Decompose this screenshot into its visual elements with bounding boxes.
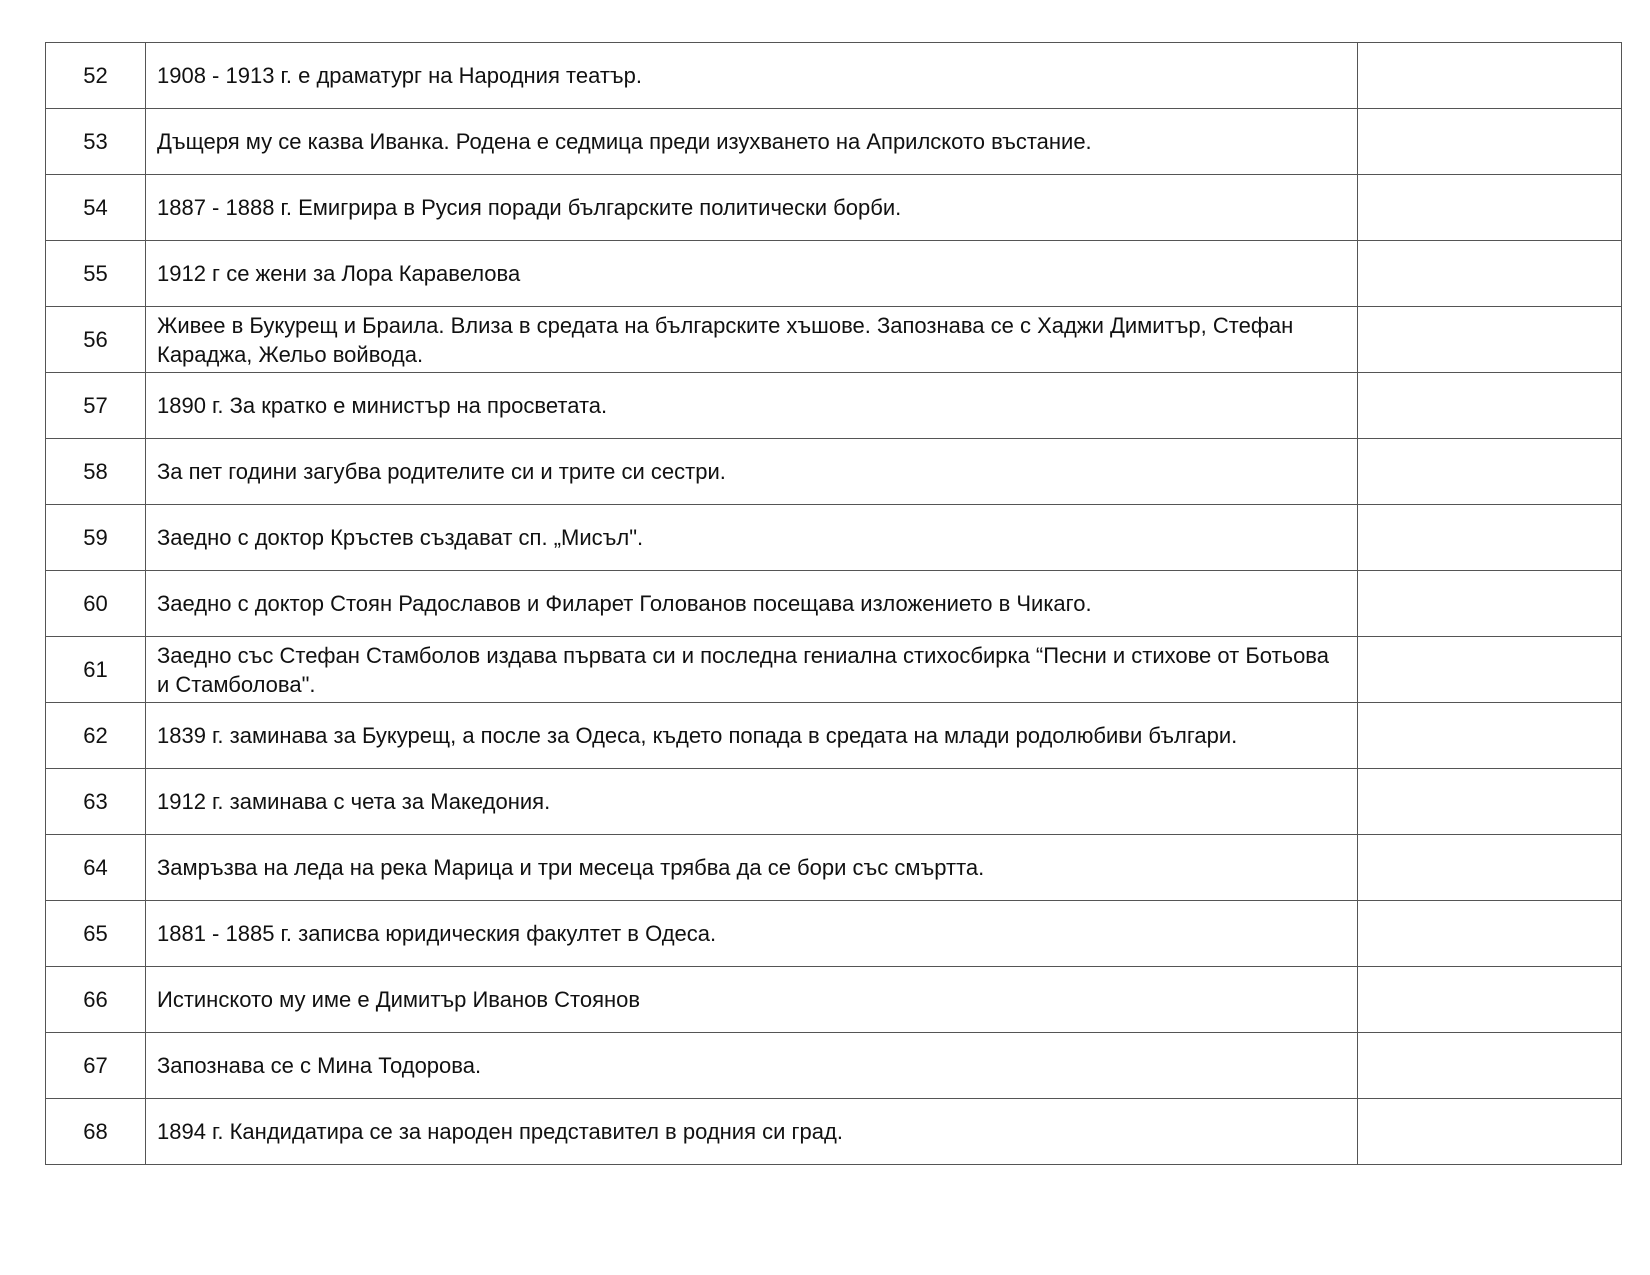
answer-cell[interactable] <box>1358 769 1622 835</box>
row-number: 63 <box>46 769 146 835</box>
answer-cell[interactable] <box>1358 373 1622 439</box>
row-number: 67 <box>46 1033 146 1099</box>
row-number: 56 <box>46 307 146 373</box>
row-statement: За пет години загубва родителите си и трите си сестри. <box>146 439 1358 505</box>
table-row <box>46 175 1622 241</box>
table-row <box>46 835 1622 901</box>
answer-cell[interactable] <box>1358 703 1622 769</box>
table-row <box>46 769 1622 835</box>
table-row <box>46 439 1622 505</box>
row-number: 53 <box>46 109 146 175</box>
table-row <box>46 571 1622 637</box>
row-statement: Дъщеря му се казва Иванка. Родена е седмица преди изухването на Априлското въстание. <box>146 109 1358 175</box>
answer-cell[interactable] <box>1358 505 1622 571</box>
row-number: 66 <box>46 967 146 1033</box>
table-row <box>46 901 1622 967</box>
answer-cell[interactable] <box>1358 109 1622 175</box>
table-body <box>46 43 1622 1165</box>
answer-cell[interactable] <box>1358 1099 1622 1165</box>
row-statement: Истинското му име е Димитър Иванов Стоянов <box>146 967 1358 1033</box>
table-row <box>46 109 1622 175</box>
table-row <box>46 1099 1622 1165</box>
row-number: 59 <box>46 505 146 571</box>
table-row <box>46 43 1622 109</box>
row-statement: 1912 г се жени за Лора Каравелова <box>146 241 1358 307</box>
row-number: 52 <box>46 43 146 109</box>
answer-cell[interactable] <box>1358 967 1622 1033</box>
table-row <box>46 1033 1622 1099</box>
row-number: 57 <box>46 373 146 439</box>
table-row <box>46 307 1622 373</box>
answer-cell[interactable] <box>1358 901 1622 967</box>
answer-cell[interactable] <box>1358 241 1622 307</box>
answer-cell[interactable] <box>1358 439 1622 505</box>
row-number: 58 <box>46 439 146 505</box>
answer-cell[interactable] <box>1358 637 1622 703</box>
table-row <box>46 373 1622 439</box>
table-row <box>46 637 1622 703</box>
row-number: 64 <box>46 835 146 901</box>
answer-cell[interactable] <box>1358 1033 1622 1099</box>
answer-cell[interactable] <box>1358 43 1622 109</box>
answer-cell[interactable] <box>1358 175 1622 241</box>
table-row <box>46 505 1622 571</box>
row-number: 61 <box>46 637 146 703</box>
row-statement: 1908 - 1913 г. е драматург на Народния театър. <box>146 43 1358 109</box>
row-number: 62 <box>46 703 146 769</box>
row-statement: 1912 г. заминава с чета за Македония. <box>146 769 1358 835</box>
facts-table <box>45 42 1622 1165</box>
answer-cell[interactable] <box>1358 571 1622 637</box>
row-statement: 1839 г. заминава за Букурещ, а после за Одеса, където попада в средата на млади родолюбиви българи. <box>146 703 1358 769</box>
row-statement: Живее в Букурещ и Браила. Влиза в средата на българските хъшове. Запознава се с Хаджи Димитър, Стефан Караджа, Жельо войвода. <box>146 307 1358 373</box>
row-number: 68 <box>46 1099 146 1165</box>
row-statement: Запознава се с Мина Тодорова. <box>146 1033 1358 1099</box>
row-statement: 1881 - 1885 г. записва юридическия факултет в Одеса. <box>146 901 1358 967</box>
row-number: 60 <box>46 571 146 637</box>
table-row <box>46 967 1622 1033</box>
row-number: 55 <box>46 241 146 307</box>
row-number: 65 <box>46 901 146 967</box>
row-statement: 1887 - 1888 г. Емигрира в Русия поради българските политически борби. <box>146 175 1358 241</box>
row-statement: Заедно с доктор Кръстев създават сп. „Мисъл". <box>146 505 1358 571</box>
row-statement: 1890 г. За кратко е министър на просветата. <box>146 373 1358 439</box>
row-number: 54 <box>46 175 146 241</box>
row-statement: Заедно с доктор Стоян Радославов и Филарет Голованов посещава изложението в Чикаго. <box>146 571 1358 637</box>
row-statement: 1894 г. Кандидатира се за народен представител в родния си град. <box>146 1099 1358 1165</box>
row-statement: Замръзва на леда на река Марица и три месеца трябва да се бори със смъртта. <box>146 835 1358 901</box>
table-row <box>46 241 1622 307</box>
answer-cell[interactable] <box>1358 835 1622 901</box>
table-row <box>46 703 1622 769</box>
row-statement: Заедно със Стефан Стамболов издава първата си и последна гениална стихосбирка “Песни и стихове от Ботьова и Стамболова". <box>146 637 1358 703</box>
answer-cell[interactable] <box>1358 307 1622 373</box>
